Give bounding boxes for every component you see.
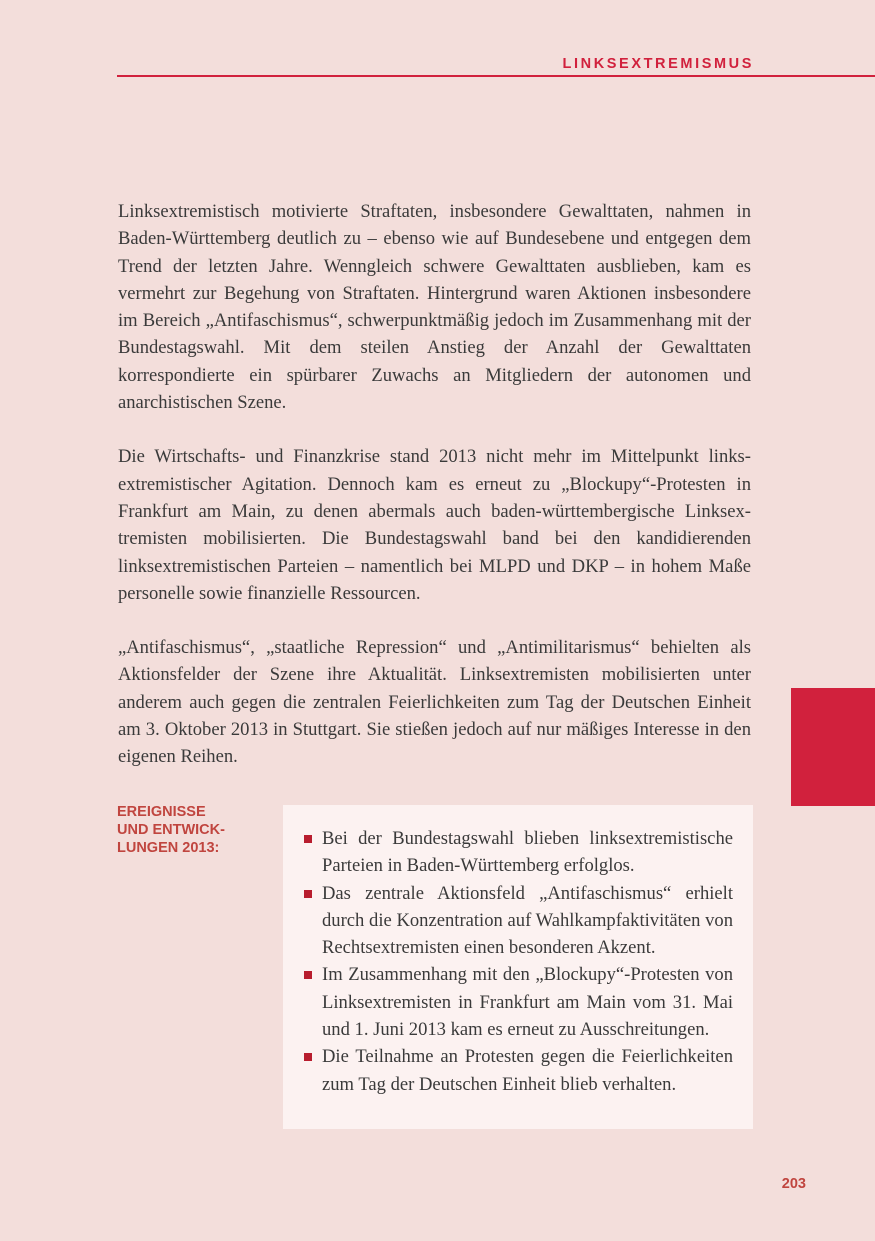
square-bullet-icon [304,971,312,979]
events-list-item-text: Im Zusammenhang mit den „Blockupy“-Protesten von Linksextremisten in Frankfurt am Main vom 31. Mai und 1. Juni 2013 kam es erneut zu Ausschreitungen. [322,964,733,1041]
events-list-item [303,880,733,962]
events-list-item-text: Das zentrale Aktionsfeld „Antifaschismus“ erhielt durch die Konzentration auf Wahlkampfaktivitäten von Rechtsextremisten einen besonderen Akzent. [322,882,733,959]
events-heading [117,803,225,857]
square-bullet-icon [304,890,312,898]
events-heading-line-3: LUNGEN 2013: [117,840,220,856]
paragraph-1: Linksextremistisch motivierte Straftaten, insbesondere Gewalttaten, nahmen in Baden-Württemberg deutlich zu – ebenso wie auf Bundesebene und entgegen dem Trend der letzten Jahre. Wenngleich schwere Gewalttaten ausblieben, kam es vermehrt zur Begehung von Straftaten. Hintergrund waren Aktionen insbesondere im Bereich „Antifaschismus“, schwerpunktmäßig jedoch im Zusammenhang mit der Bundestagswahl. Mit dem steilen Anstieg der Anzahl der Gewalttaten korrespondierte ein spürbarer Zuwachs an Mitgliedern der autonomen und anarchistischen Szene. [118,201,751,414]
section-title: LINKSEXTREMISMUS [562,56,754,72]
events-list-item [303,961,733,1043]
events-list-item [303,1043,733,1098]
events-list-item-text: Bei der Bundestagswahl blieben linksextremistische Parteien in Baden-Württemberg erfolglos. [322,828,733,877]
events-list [303,825,733,1098]
paragraph-2: Die Wirtschafts- und Finanzkrise stand 2013 nicht mehr im Mittelpunkt linksextremistischer Agitation. Dennoch kam es erneut zu „Blockupy“-Protesten in Frankfurt am Main, zu denen abermals auch baden-württembergische Linksextremisten mobilisierten. Die Bundestagswahl band bei den kandidierenden linksextremistischen Parteien – namentlich bei MLPD und DKP – in hohem Maße personelle sowie finanzielle Ressourcen. [118,446,751,604]
square-bullet-icon [304,835,312,843]
events-heading-line-2: UND ENTWICK- [117,822,225,838]
events-list-item [303,825,733,880]
main-text [118,198,751,798]
events-list-item-text: Die Teilnahme an Protesten gegen die Feierlichkeiten zum Tag der Deutschen Einheit blieb verhalten. [322,1046,733,1095]
square-bullet-icon [304,1053,312,1061]
page-number: 203 [781,1176,806,1192]
header-divider [117,75,875,77]
paragraph-3: „Antifaschismus“, „staatliche Repression“ und „Antimilitarismus“ behielten als Aktionsfelder der Szene ihre Aktualität. Linksextremisten mobilisierten unter anderem auch gegen die zentralen Feierlichkeiten zum Tag der Deutschen Einheit am 3. Oktober 2013 in Stuttgart. Sie stießen jedoch auf nur mäßiges Interesse in den eigenen Reihen. [118,637,751,768]
events-heading-line-1: EREIGNISSE [117,804,206,820]
chapter-tab-marker [791,688,875,806]
events-box [283,805,753,1129]
